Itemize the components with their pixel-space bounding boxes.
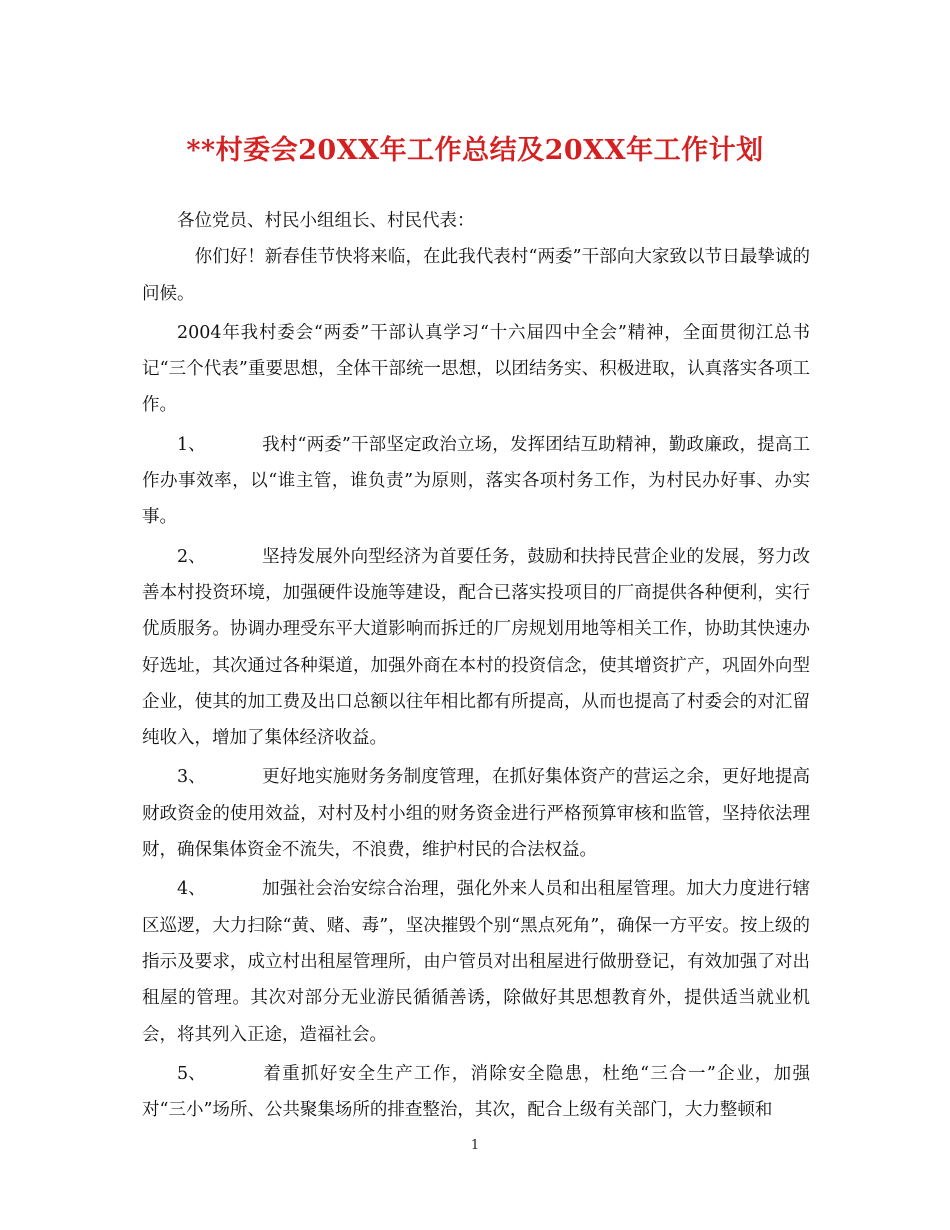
list-item-text: 坚持发展外向型经济为首要任务，鼓励和扶持民营企业的发展，努力改善本村投资环境，加强硬件设施等建设，配合已落实投项目的厂商提供各种便利，实行优质服务。协调办理受东平大道影响而拆迁的厂房规划用地等相关工作，协助其快速办好选址，其次通过各种渠道，加强外商在本村的投资信念，使其增资扩产，巩固外向型企业，使其的加工费及出口总额以往年相比都有所提高，从而也提高了村委会的对汇留纯收入，增加了集体经济收益。 bbox=[142, 546, 810, 749]
list-item bbox=[142, 427, 810, 536]
list-item-text: 更好地实施财务务制度管理，在抓好集体资产的营运之余，更好地提高财政资金的使用效益，对村及村小组的财务资金进行严格预算审核和监管，坚持依法理财，确保集体资金不流失，不浪费，维护村民的合法权益。 bbox=[142, 767, 810, 861]
list-item-number: 3、 bbox=[177, 767, 206, 788]
list-item-number: 5、 bbox=[177, 1063, 206, 1084]
salutation: 各位党员、村民小组组长、村民代表： bbox=[177, 211, 475, 231]
list-item bbox=[142, 1056, 810, 1129]
list-item-text: 着重抓好安全生产工作，消除安全隐患，杜绝“三合一”企业，加强对“三小”场所、公共聚集场所的排查整治，其次，配合上级有关部门，大力整顿和 bbox=[142, 1063, 810, 1121]
page-number: 1 bbox=[470, 1138, 480, 1153]
list-item bbox=[142, 539, 810, 757]
intro-paragraph: 2004年我村委会“两委”干部认真学习“十六届四中全会”精神，全面贯彻江总书记“三个代表”重要思想，全体干部统一思想，以团结务实、积极进取，认真落实各项工作。 bbox=[142, 322, 810, 416]
list-item-text: 加强社会治安综合治理，强化外来人员和出租屋管理。加大力度进行辖区巡逻，大力扫除“黄、赌、毒”，坚决摧毁个别“黑点死角”，确保一方平安。按上级的指示及要求，成立村出租屋管理所，由户管员对出租屋进行做册登记，有效加强了对出租屋的管理。其次对部分无业游民循循善诱，除做好其思想教育外，提供适当就业机会，将其列入正途，造福社会。 bbox=[142, 879, 810, 1045]
list-item-number: 1、 bbox=[177, 434, 206, 455]
document-body bbox=[142, 203, 810, 1128]
list-item-number: 4、 bbox=[177, 879, 206, 900]
greeting-paragraph: 你们好！新春佳节快将来临，在此我代表村“两委”干部向大家致以节日最挚诚的问候。 bbox=[142, 247, 810, 304]
list-item bbox=[142, 759, 810, 868]
document-title: **村委会20XX年工作总结及20XX年工作计划 bbox=[186, 135, 764, 166]
list-item-text: 我村“两委”干部坚定政治立场，发挥团结互助精神，勤政廉政，提高工作办事效率，以“谁主管，谁负责”为原则，落实各项村务工作，为村民办好事、办实事。 bbox=[142, 434, 810, 528]
list-item bbox=[142, 871, 810, 1052]
list-item-number: 2、 bbox=[177, 546, 206, 567]
